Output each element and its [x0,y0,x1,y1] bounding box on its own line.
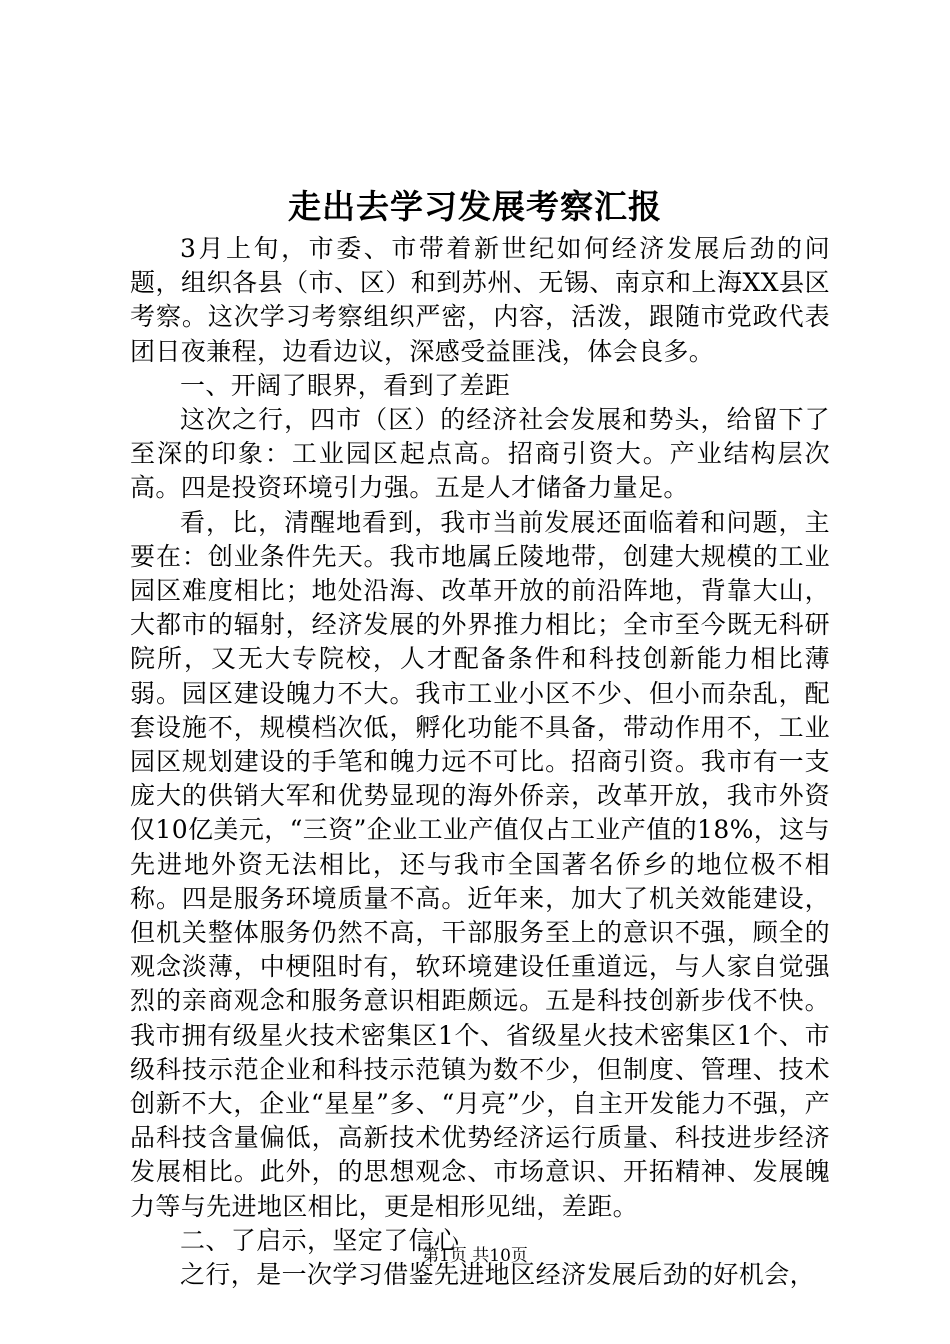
paragraph-enlightenment: 之行，是一次学习借鉴先进地区经济发展后劲的好机会， [180,1260,816,1290]
paragraph-impressions: 这次之行，四市（区）的经济社会发展和势头，给留下了至深的印象：工业园区起点高。招商引资大。产业结构层次高。四是投资环境引力强。五是人才储备力量足。 [130,405,830,503]
paragraph-intro: 3月上旬，市委、市带着新世纪如何经济发展后劲的问题，组织各县（市、区）和到苏州、无锡、南京和上海XX县区考察。这次学习考察组织严密，内容，活泼，跟随市党政代表团日夜兼程，边看边议，深感受益匪浅，体会良多。 [130,234,830,366]
paragraph-gaps: 看，比，清醒地看到，我市当前发展还面临着和问题，主要在：创业条件先天。我市地属丘陵地带，创建大规模的工业园区难度相比；地处沿海、改革开放的前沿阵地，背靠大山，大都市的辐射，经济发展的外界推力相比；全市至今既无科研院所，又无大专院校，人才配备条件和科技创新能力相比薄弱。园区建设魄力不大。我市工业小区不少、但小而杂乱，配套设施不，规模档次低，孵化功能不具备，带动作用不，工业园区规划建设的手笔和魄力远不可比。招商引资。我市有一支庞大的供销大军和优势显现的海外侨亲，改革开放，我市外资仅10亿美元，“三资”企业工业产值仅占工业产值的18%，这与先进地外资无法相比，还与我市全国著名侨乡的地位极不相称。四是服务环境质量不高。近年来，加大了机关效能建设，但机关整体服务仍然不高，干部服务至上的意识不强，顾全的观念淡薄，中梗阻时有，软环境建设任重道远，与人家自觉强烈的亲商观念和服务意识相距颇远。五是科技创新步伐不快。我市拥有级星火技术密集区1个、省级星火技术密集区1个、市级科技示范企业和科技示范镇为数不少，但制度、管理、技术创新不大，企业“星星”多、“月亮”少，自主开发能力不强，产品科技含量偏低，高新技术优势经济运行质量、科技进步经济发展相比。此外，的思想观念、市场意识、开拓精神、发展魄力等与先进地区相比，更是相形见绌，差距。 [130,507,830,1221]
document-title: 走出去学习发展考察汇报 [288,187,662,226]
section-heading-2: 二、了启示，坚定了信心 [180,1225,460,1255]
section-heading-1: 一、开阔了眼界，看到了差距 [180,370,511,400]
page-footer: 第1页 共10页 [422,1246,528,1266]
document-body [130,232,830,1292]
